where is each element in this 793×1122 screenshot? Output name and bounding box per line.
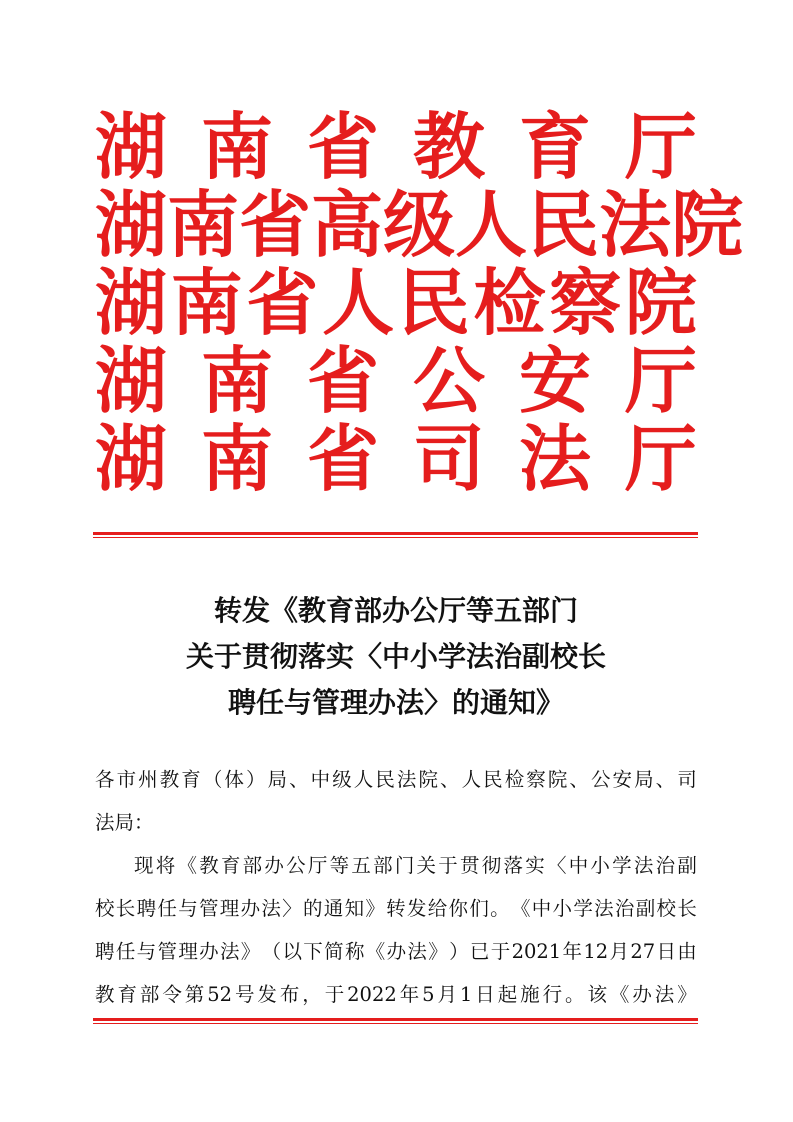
agency-char: 高 — [311, 183, 384, 267]
body-token: 市 — [116, 768, 137, 791]
body-token: 理 — [219, 897, 240, 920]
body-token: 。 — [565, 983, 585, 1006]
body-token: 、 — [569, 768, 589, 791]
body-token: 门 — [394, 854, 415, 877]
body-token: 5 — [422, 983, 435, 1006]
body-token: 局 — [267, 768, 288, 791]
agency-char: 湖 — [95, 183, 168, 267]
body-token: 法 — [633, 854, 654, 877]
body-line — [95, 844, 697, 887]
issuing-agencies-header — [95, 105, 744, 501]
body-token: 《 — [177, 854, 197, 877]
body-token: 法 — [396, 768, 417, 791]
body-token: 令 — [162, 983, 182, 1006]
body-token: 聘 — [95, 940, 115, 963]
document-body — [95, 758, 697, 1016]
body-token: 部 — [242, 854, 263, 877]
body-token: 年 — [562, 940, 583, 963]
agency-char: 南 — [170, 261, 243, 345]
body-token: 贯 — [460, 854, 480, 877]
body-token: 管 — [198, 897, 219, 920]
body-token: （ — [261, 940, 282, 963]
body-line: 法局： — [95, 811, 154, 834]
body-token: 知 — [344, 897, 365, 920]
body-line — [95, 930, 697, 973]
body-token: 发 — [406, 897, 427, 920]
body-token: （ — [202, 768, 223, 791]
body-token: 治 — [655, 854, 676, 877]
body-token: 52 — [207, 983, 233, 1006]
title-line: 聘任与管理办法〉的通知》 — [227, 686, 564, 719]
body-token: 通 — [323, 897, 344, 920]
body-token: 学 — [612, 854, 632, 877]
body-token: 学 — [573, 897, 593, 920]
body-token: 人 — [353, 768, 374, 791]
body-token: 月 — [609, 940, 629, 963]
agency-char: 民 — [527, 183, 600, 267]
body-token: 院 — [418, 768, 438, 791]
body-token: 小 — [590, 854, 610, 877]
body-token: 理 — [178, 940, 198, 963]
agency-char: 省 — [306, 339, 379, 423]
body-token: 法 — [261, 897, 281, 920]
body-token: 、 — [289, 768, 309, 791]
body-token: 教 — [159, 768, 180, 791]
body-token: 以 — [282, 940, 302, 963]
red-divider-bottom — [93, 1018, 698, 1024]
body-token: 安 — [612, 768, 633, 791]
body-token: 聘 — [136, 897, 157, 920]
body-token: 行 — [542, 983, 563, 1006]
body-token: 与 — [178, 897, 198, 920]
body-token: 现 — [134, 854, 154, 877]
body-token: 办 — [386, 940, 407, 963]
body-token: 管 — [157, 940, 177, 963]
agency-char: 级 — [383, 183, 456, 267]
body-token: 第 — [184, 983, 205, 1006]
agency-char: 人 — [322, 261, 395, 345]
agency-char: 育 — [518, 105, 591, 189]
agency-char: 厅 — [624, 417, 697, 501]
agency-char: 南 — [200, 339, 273, 423]
body-token: 校 — [95, 897, 115, 920]
agency-char: 法 — [518, 417, 591, 501]
agency-char: 湖 — [95, 417, 168, 501]
agency-char: 人 — [455, 183, 528, 267]
body-token: 。 — [490, 897, 510, 920]
body-token: 体 — [224, 768, 244, 791]
body-token: 各 — [95, 768, 115, 791]
body-token: ） — [245, 768, 266, 791]
body-token: 中 — [310, 768, 331, 791]
body-token: 、 — [440, 768, 460, 791]
body-token: 中 — [568, 854, 589, 877]
body-token: 于 — [490, 940, 511, 963]
body-token: 任 — [115, 940, 136, 963]
agency-char: 湖 — [95, 105, 168, 189]
body-token: 五 — [351, 854, 371, 877]
body-token: ， — [302, 983, 322, 1006]
body-token: 于 — [324, 983, 345, 1006]
body-token: 司 — [677, 768, 697, 791]
agency-char: 教 — [412, 105, 485, 189]
body-token: 关 — [416, 854, 437, 877]
body-token: 任 — [157, 897, 177, 920]
body-token: 年 — [399, 983, 420, 1006]
body-token: 《 — [609, 983, 630, 1006]
body-token: 育 — [117, 983, 137, 1006]
body-token: 法 — [654, 983, 675, 1006]
body-token: 》 — [240, 940, 261, 963]
agency-char: 法 — [599, 183, 672, 267]
body-token: 日 — [475, 983, 495, 1006]
agency-line — [95, 417, 697, 501]
body-token: 法 — [594, 897, 614, 920]
body-token: 《 — [365, 940, 386, 963]
body-token: 2022 — [347, 983, 397, 1006]
body-token: 《 — [510, 897, 531, 920]
body-token: 办 — [264, 854, 284, 877]
body-token: 月 — [437, 983, 457, 1006]
document-title — [95, 588, 697, 726]
body-token: 布 — [279, 983, 300, 1006]
body-token: 彻 — [481, 854, 502, 877]
body-token: 日 — [656, 940, 676, 963]
body-token: 人 — [461, 768, 482, 791]
body-token: 民 — [375, 768, 395, 791]
agency-char: 省 — [246, 261, 319, 345]
title-line: 关于贯彻落实〈中小学法治副校长 — [185, 640, 606, 673]
body-token: 将 — [155, 854, 176, 877]
agency-char: 检 — [473, 261, 546, 345]
body-token: 育 — [181, 768, 201, 791]
body-token: 们 — [469, 897, 489, 920]
body-token: 发 — [257, 983, 277, 1006]
body-token: 公 — [590, 768, 611, 791]
body-token: 12 — [583, 940, 609, 963]
red-divider-top — [93, 532, 698, 538]
body-token: 实 — [525, 854, 545, 877]
body-token: 长 — [115, 897, 136, 920]
body-token: 育 — [220, 854, 241, 877]
body-token: 法 — [407, 940, 427, 963]
body-token: 2021 — [511, 940, 562, 963]
body-token: 民 — [483, 768, 503, 791]
title-line: 转发《教育部办公厅等五部门 — [213, 594, 578, 627]
body-line — [95, 973, 697, 1016]
body-token: 检 — [504, 768, 525, 791]
agency-char: 南 — [200, 105, 273, 189]
agency-char: 司 — [412, 417, 485, 501]
agency-char: 省 — [306, 417, 379, 501]
body-token: 级 — [332, 768, 352, 791]
body-token: 等 — [329, 854, 350, 877]
body-token: 教 — [199, 854, 219, 877]
agency-char: 湖 — [95, 339, 168, 423]
body-token: 的 — [302, 897, 323, 920]
body-token: 》 — [677, 983, 697, 1006]
body-token: 》 — [365, 897, 385, 920]
body-token: 给 — [427, 897, 448, 920]
agency-char: 省 — [306, 105, 379, 189]
body-token: 施 — [520, 983, 540, 1006]
agency-char: 院 — [624, 261, 697, 345]
agency-char: 公 — [412, 339, 485, 423]
body-token: 办 — [240, 897, 261, 920]
body-token: 局 — [634, 768, 654, 791]
body-token: 下 — [303, 940, 323, 963]
agency-char: 湖 — [95, 261, 168, 345]
body-token: 副 — [635, 897, 656, 920]
body-token: 与 — [136, 940, 157, 963]
body-token: 该 — [587, 983, 607, 1006]
body-token: 称 — [344, 940, 365, 963]
agency-char: 省 — [239, 183, 312, 267]
agency-char: 院 — [671, 183, 744, 267]
body-token: 州 — [138, 768, 158, 791]
body-token: 办 — [632, 983, 652, 1006]
agency-line — [95, 183, 744, 267]
agency-char: 厅 — [624, 339, 697, 423]
agency-char: 南 — [167, 183, 240, 267]
body-token: 》 — [428, 940, 448, 963]
agency-line — [95, 339, 697, 423]
body-token: 教 — [95, 983, 115, 1006]
body-token: 你 — [448, 897, 469, 920]
body-token: 察 — [526, 768, 546, 791]
agency-char: 厅 — [624, 105, 697, 189]
body-line — [95, 758, 697, 801]
body-token: 办 — [199, 940, 219, 963]
body-line — [95, 887, 697, 930]
agency-char: 安 — [518, 339, 591, 423]
body-token: ） — [449, 940, 469, 963]
body-token: 落 — [503, 854, 523, 877]
body-token: 院 — [547, 768, 568, 791]
body-token: 1 — [459, 983, 473, 1006]
body-token: 公 — [286, 854, 306, 877]
body-token: 法 — [219, 940, 240, 963]
body-token: 小 — [552, 897, 573, 920]
body-token: 〉 — [282, 897, 302, 920]
body-token: 、 — [655, 768, 676, 791]
body-token: 校 — [656, 897, 677, 920]
body-token: 27 — [630, 940, 656, 963]
body-token: 〈 — [546, 854, 567, 877]
body-token: 于 — [438, 854, 458, 877]
agency-char: 南 — [200, 417, 273, 501]
body-token: 转 — [386, 897, 406, 920]
agency-line — [95, 105, 697, 189]
body-token: 副 — [677, 854, 697, 877]
agency-line — [95, 261, 697, 345]
body-token: 简 — [324, 940, 344, 963]
body-token: 起 — [497, 983, 518, 1006]
body-token: 号 — [234, 983, 255, 1006]
agency-char: 民 — [397, 261, 470, 345]
body-token: 中 — [531, 897, 552, 920]
body-token: 治 — [614, 897, 635, 920]
body-token: 长 — [677, 897, 697, 920]
body-token: 部 — [139, 983, 160, 1006]
body-token: 已 — [469, 940, 490, 963]
body-token: 部 — [373, 854, 393, 877]
agency-char: 察 — [549, 261, 622, 345]
body-token: 由 — [677, 940, 697, 963]
body-token: 厅 — [307, 854, 328, 877]
